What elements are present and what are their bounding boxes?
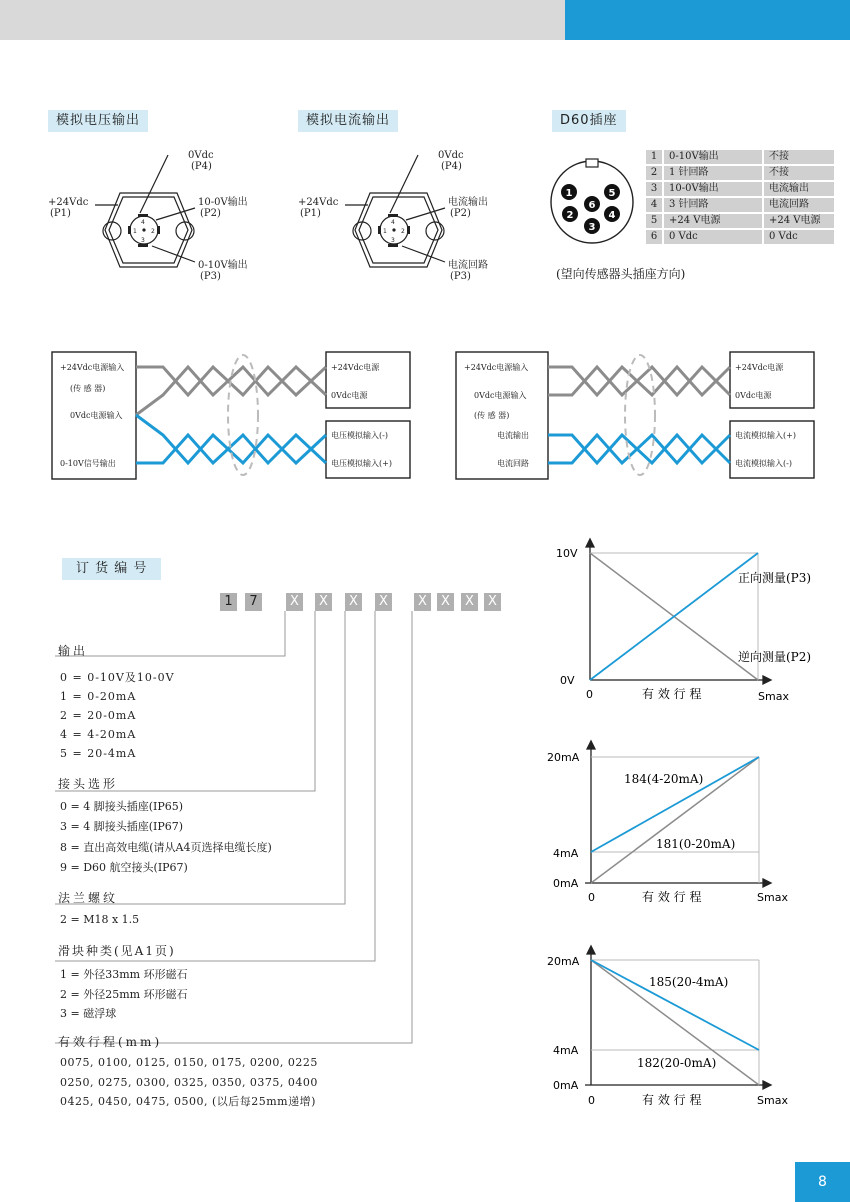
g2-xorigin: 0	[588, 891, 595, 904]
d60-caption: (望向传感器头插座方向)	[556, 267, 686, 281]
vw-right-3: 电压模拟输入(-)	[331, 431, 388, 440]
current-connector-diagram	[290, 140, 520, 290]
output-opt-5: 5 = 20-4mA	[60, 747, 137, 760]
connector-opt-3: 3 = 4 脚接头插座(IP67)	[60, 820, 184, 833]
current-p2-code: (P2)	[450, 208, 471, 219]
connector-head: 接头选形	[58, 777, 119, 791]
pin-3-number: 3	[141, 237, 145, 244]
cw-left-5: 电流回路	[497, 459, 529, 468]
pin-2-number: 2	[401, 228, 405, 235]
order-x-stroke-3: X	[461, 593, 478, 611]
g1-ytop: 10V	[556, 547, 578, 560]
g1-forward-label: 正向测量(P3)	[738, 571, 812, 585]
current-p3-code: (P3)	[450, 271, 471, 282]
blue-line-185	[591, 960, 759, 1050]
output-opt-1: 1 = 0-20mA	[60, 690, 137, 703]
order-x-output: X	[286, 593, 303, 611]
stroke-opt-row2: 0250, 0275, 0300, 0325, 0350, 0375, 0400	[60, 1076, 318, 1089]
g2-blue-label: 184(4-20mA)	[624, 772, 704, 786]
header-blue-bar	[565, 0, 850, 40]
order-fixed-7: 7	[245, 593, 262, 611]
pin-1-number: 1	[383, 228, 387, 235]
vw-right-2: 0Vdc电源	[331, 391, 368, 400]
output-opt-4: 4 = 4-20mA	[60, 728, 137, 741]
order-x-stroke-2: X	[437, 593, 454, 611]
cw-right-2: 0Vdc电源	[735, 391, 772, 400]
voltage-p4-label: 0Vdc	[188, 150, 214, 161]
g3-blue-label: 185(20-4mA)	[649, 975, 729, 989]
current-p3-label: 电流回路	[448, 260, 488, 271]
voltage-output-title: 模拟电压输出	[48, 110, 148, 132]
vw-left-4: 0-10V信号输出	[60, 459, 116, 468]
table-row: 1 0-10V输出 不接	[646, 150, 834, 164]
order-x-flange: X	[345, 593, 362, 611]
d60-pin-1: 1	[565, 188, 573, 199]
table-row: 6 0 Vdc 0 Vdc	[646, 230, 834, 244]
d60-socket-title: D60插座	[552, 110, 626, 132]
g1-xlabel: 有 效 行 程	[642, 687, 702, 701]
flange-opt-2: 2 = M18 x 1.5	[60, 913, 140, 926]
order-x-stroke-4: X	[484, 593, 501, 611]
vw-right-4: 电压模拟输入(+)	[331, 459, 392, 468]
voltage-output-graph	[550, 535, 830, 715]
slider-opt-1: 1 = 外径33mm 环形磁石	[60, 968, 188, 981]
vw-left-1: +24Vdc电源输入	[60, 363, 125, 372]
current-p4-code: (P4)	[441, 161, 462, 172]
d60-pin-3: 3	[588, 222, 596, 233]
g1-xorigin: 0	[586, 688, 593, 701]
voltage-p1-code: (P1)	[50, 208, 71, 219]
d60-socket-diagram	[548, 150, 638, 250]
connector-opt-8: 8 = 直出高效电缆(请从A4页选择电缆长度)	[60, 841, 272, 854]
g2-ybottom: 0mA	[553, 877, 579, 890]
voltage-p3-label: 0-10V输出	[198, 260, 248, 271]
g1-xend: Smax	[758, 690, 789, 703]
current-p1-code: (P1)	[300, 208, 321, 219]
table-row: 5 +24 V电源 +24 V电源	[646, 214, 834, 228]
voltage-p2-label: 10-0V输出	[198, 197, 248, 208]
g2-ytop: 20mA	[547, 751, 580, 764]
pin-4-number: 4	[391, 219, 395, 226]
vw-left-2: (传 感 器)	[70, 384, 106, 393]
voltage-p3-code: (P3)	[200, 271, 221, 282]
voltage-p2-code: (P2)	[200, 208, 221, 219]
slider-head: 滑块种类(见A1页)	[58, 944, 176, 958]
flange-head: 法兰螺纹	[58, 891, 119, 905]
current-p2-label: 电流输出	[448, 197, 488, 208]
g1-ybottom: 0V	[560, 674, 575, 687]
voltage-p1-label: +24Vdc	[48, 197, 89, 208]
connector-opt-9: 9 = D60 航空接头(IP67)	[60, 861, 188, 874]
d60-pin-2: 2	[566, 210, 574, 221]
stroke-opt-row1: 0075, 0100, 0125, 0150, 0175, 0200, 0225	[60, 1056, 318, 1069]
g2-ymid: 4mA	[553, 847, 579, 860]
g3-xorigin: 0	[588, 1094, 595, 1107]
table-row: 2 1 针回路 不接	[646, 166, 834, 180]
g3-ybottom: 0mA	[553, 1079, 579, 1092]
output-opt-0: 0 = 0-10V及10-0V	[60, 671, 175, 684]
header-grey-bar	[0, 0, 565, 40]
table-row: 4 3 针回路 电流回路	[646, 198, 834, 212]
order-x-connector: X	[315, 593, 332, 611]
g3-xlabel: 有 效 行 程	[642, 1093, 702, 1107]
g2-grey-label: 181(0-20mA)	[656, 837, 736, 851]
cw-left-3: (传 感 器)	[474, 411, 510, 420]
order-code-title: 订 货 编 号	[62, 558, 161, 580]
g3-ytop: 20mA	[547, 955, 580, 968]
stroke-head: 有效行程(mm)	[58, 1035, 163, 1049]
current-output-title: 模拟电流输出	[298, 110, 398, 132]
cw-right-4: 电流模拟输入(-)	[735, 459, 792, 468]
order-fixed-1: 1	[220, 593, 237, 611]
current-graph-184-181	[545, 735, 830, 915]
d60-pin-table	[644, 148, 836, 246]
connector-opt-0: 0 = 4 脚接头插座(IP65)	[60, 800, 184, 813]
current-graph-185-182	[545, 940, 830, 1120]
d60-pin-5: 5	[608, 188, 616, 199]
current-p1-label: +24Vdc	[298, 197, 339, 208]
g2-xend: Smax	[757, 891, 788, 904]
output-head: 输出	[58, 644, 89, 658]
pin-4-number: 4	[141, 219, 145, 226]
current-p4-label: 0Vdc	[438, 150, 464, 161]
cw-left-1: +24Vdc电源输入	[464, 363, 529, 372]
cw-left-2: 0Vdc电源输入	[474, 391, 527, 400]
vw-left-3: 0Vdc电源输入	[70, 411, 123, 420]
cw-right-3: 电流模拟输入(+)	[735, 431, 796, 440]
output-opt-2: 2 = 20-0mA	[60, 709, 137, 722]
stroke-opt-row3: 0425, 0450, 0475, 0500, (以后每25mm递增)	[60, 1095, 316, 1108]
current-wiring-diagram	[452, 345, 822, 485]
voltage-wiring-diagram	[48, 345, 418, 485]
page-number: 8	[795, 1162, 850, 1202]
g3-xend: Smax	[757, 1094, 788, 1107]
g3-ymid: 4mA	[553, 1044, 579, 1057]
cw-left-4: 电流输出	[497, 431, 529, 440]
voltage-p4-code: (P4)	[191, 161, 212, 172]
g2-xlabel: 有 效 行 程	[642, 890, 702, 904]
voltage-connector-diagram	[40, 140, 270, 290]
cw-right-1: +24Vdc电源	[735, 363, 784, 372]
pin-2-number: 2	[151, 228, 155, 235]
slider-opt-3: 3 = 磁浮球	[60, 1007, 117, 1020]
d60-pin-6: 6	[588, 200, 596, 211]
d60-pin-4: 4	[608, 210, 616, 221]
order-x-stroke-1: X	[414, 593, 431, 611]
slider-opt-2: 2 = 外径25mm 环形磁石	[60, 988, 188, 1001]
pin-1-number: 1	[133, 228, 137, 235]
g1-reverse-label: 逆向测量(P2)	[738, 650, 812, 664]
pin-3-number: 3	[391, 237, 395, 244]
order-x-slider: X	[375, 593, 392, 611]
table-row: 3 10-0V输出 电流输出	[646, 182, 834, 196]
vw-right-1: +24Vdc电源	[331, 363, 380, 372]
g3-grey-label: 182(20-0mA)	[637, 1056, 717, 1070]
